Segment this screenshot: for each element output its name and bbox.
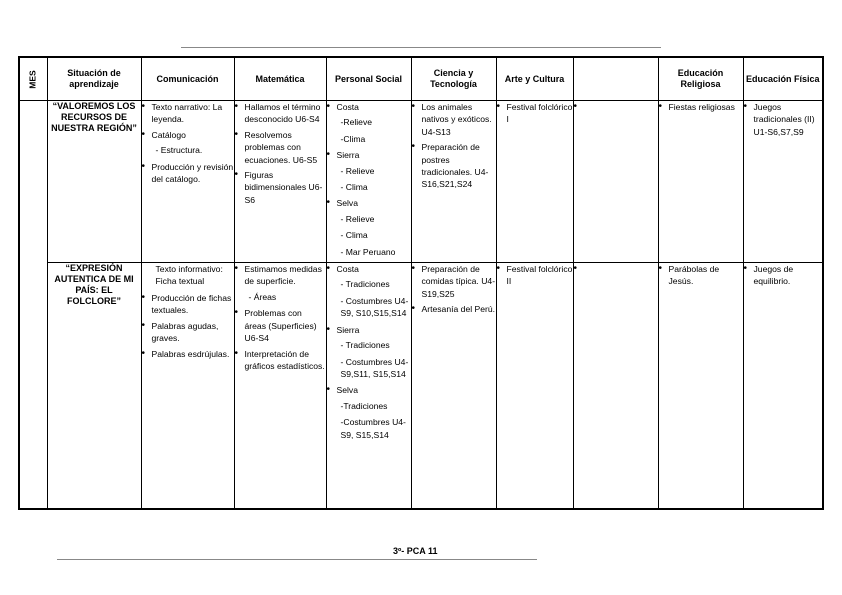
bullet-item: • Estimamos medidas de superficie. [235,263,326,288]
bullet-item: • Resolvemos problemas con ecuaciones. U6-S5 [235,129,326,166]
header-blank [573,57,658,101]
sub-item: -Costumbres U4-S9, S15,S14 [340,417,406,440]
bullet-item: • Sierra [327,149,411,161]
bullet-item: • Selva [327,197,411,209]
bullet-item: • Festival folclórico II [497,263,573,288]
bullet-item: • Fiestas religiosas [659,101,743,113]
header-mes: MES [19,57,47,101]
comunicacion-cell [141,263,234,510]
comunicacion-cell [141,101,234,263]
bullet-item: • Festival folclórico I [497,101,573,126]
situacion-cell: “VALOREMOS LOS RECURSOS DE NUESTRA REGIÓN” [47,101,141,263]
bullet-item: • Hallamos el término desconocido U6-S4 [235,101,326,126]
bullet-item: • Artesanía del Perú. [412,303,496,315]
header-situacion: Situación de aprendizaje [47,57,141,101]
header-personal-social: Personal Social [326,57,411,101]
fisica-cell [743,263,823,510]
situacion-cell: “EXPRESIÓN AUTENTICA DE MI PAÍS: EL FOLCLORE” [47,263,141,510]
bottom-rule [57,559,537,560]
curriculum-table [18,56,824,510]
bullet-item: • Costa [327,101,411,113]
bullet-item: • Interpretación de gráficos estadísticos. [235,348,326,373]
bullet-item: • Figuras bidimensionales U6-S6 [235,169,326,206]
bullet-item: • Los animales nativos y exóticos. U4-S13 [412,101,496,138]
bullet-item: • Palabras esdrújulas. [142,348,234,360]
sub-item: - Tradiciones [340,340,390,351]
mes-cell [19,101,47,510]
header-ciencia: Ciencia y Tecnología [411,57,496,101]
sub-item: -Tradiciones [340,400,388,411]
header-comunicacion: Comunicación [141,57,234,101]
arte-cell [496,263,573,510]
fisica-cell [743,101,823,263]
bullet-item: • Juegos tradicionales (II) U1-S6,S7,S9 [744,101,823,138]
bullet-item: • Catálogo [142,129,234,141]
blank-cell [573,263,658,510]
bullet-item: • Parábolas de Jesús. [659,263,743,288]
sub-item: - Estructura. [155,145,203,156]
bullet-item: • Palabras agudas, graves. [142,320,234,345]
blank-cell [573,101,658,263]
bullet-item: • Producción y revisión del catálogo. [142,161,234,186]
personal-social-cell [326,101,411,263]
header-arte: Arte y Cultura [496,57,573,101]
sub-item: - Costumbres U4-S9, S10,S15,S14 [340,295,409,319]
bullet-item: • Preparación de comidas típica. U4-S19,S25 [412,263,496,300]
bullet-item: • Sierra [327,324,411,336]
bullet-item: • Costa [327,263,411,275]
table-row [19,263,823,510]
religiosa-cell [658,101,743,263]
header-religiosa: Educación Religiosa [658,57,743,101]
header-fisica: Educación Física [743,57,823,101]
matematica-cell [234,263,326,510]
page-footer-title: 3º- PCA 11 [393,546,438,556]
sub-item: - Áreas [248,291,277,302]
sub-item: - Relieve [340,165,375,176]
table-row [19,101,823,263]
top-rule [181,47,661,48]
matematica-cell [234,101,326,263]
sub-item: - Costumbres U4-S9,S11, S15,S14 [340,356,409,379]
header-matematica: Matemática [234,57,326,101]
ciencia-cell [411,101,496,263]
arte-cell [496,101,573,263]
bullet-item: • Texto narrativo: La leyenda. [142,101,234,126]
bullet-item: • Selva [327,384,411,396]
personal-social-cell [326,263,411,510]
sub-item: -Clima [340,133,366,144]
sub-item: Texto informativo: Ficha textual [155,264,223,287]
bullet-item: • Preparación de postres tradicionales. U4-S16,S21,S24 [412,141,496,191]
sub-item: - Mar Peruano [340,246,396,257]
bullet-item: • Producción de fichas textuales. [142,292,234,317]
sub-item: - Relieve [340,213,375,224]
ciencia-cell [411,263,496,510]
sub-item: - Clima [340,182,368,193]
sub-item: - Tradiciones [340,279,390,290]
header-row [19,57,823,101]
bullet-item: • Juegos de equilibrio. [744,263,823,288]
bullet-item: • Problemas con áreas (Superficies) U6-S4 [235,307,326,344]
sub-item: -Relieve [340,117,373,128]
sub-item: - Clima [340,230,368,241]
religiosa-cell [658,263,743,510]
